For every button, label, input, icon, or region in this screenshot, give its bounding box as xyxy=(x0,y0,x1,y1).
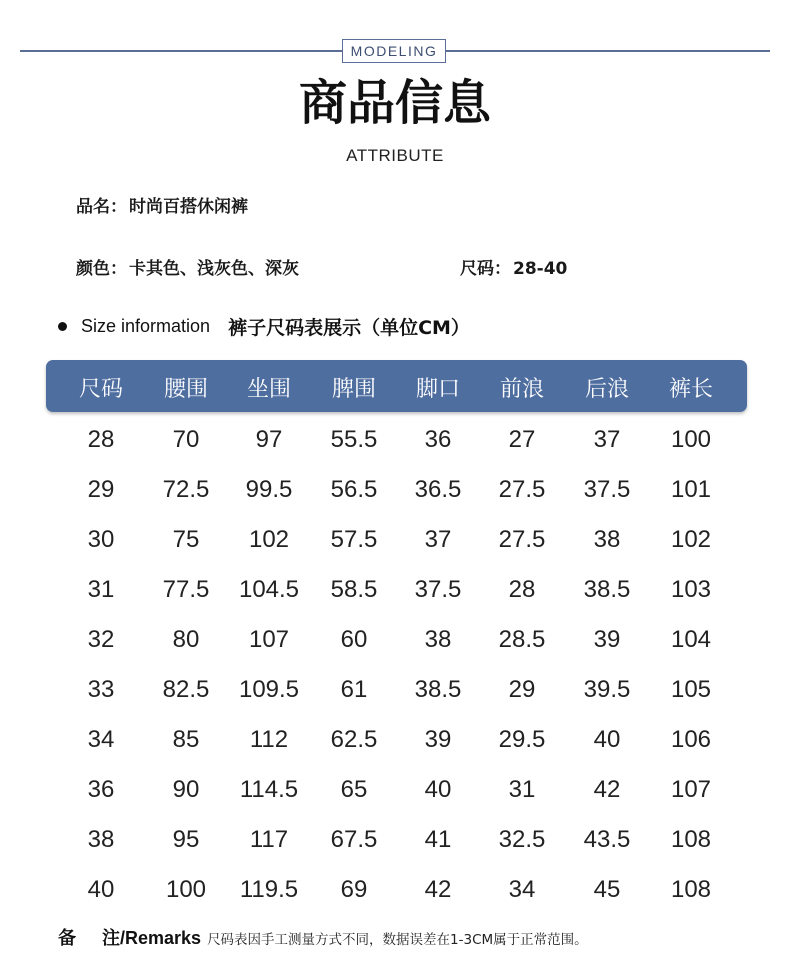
table-cell: 32 xyxy=(87,626,115,653)
table-cell: 37 xyxy=(593,426,621,453)
table-cell: 114.5 xyxy=(239,776,299,803)
size-range-row xyxy=(460,254,567,279)
column-header: 裤长 xyxy=(668,377,713,402)
table-cell: 27 xyxy=(508,426,536,453)
table-cell: 41 xyxy=(424,826,452,853)
table-cell: 27.5 xyxy=(498,526,546,553)
modeling-badge: MODELING xyxy=(342,39,446,63)
table-cell: 30 xyxy=(87,526,115,553)
table-cell: 109.5 xyxy=(238,676,300,703)
table-cell: 106 xyxy=(670,726,712,753)
size-info-cn: 裤子尺码表展示（单位CM） xyxy=(228,316,470,339)
product-name-value: 时尚百搭休闲裤 xyxy=(129,197,248,217)
table-cell: 27.5 xyxy=(498,476,546,503)
column-header: 尺码 xyxy=(78,377,123,402)
remarks xyxy=(58,924,588,950)
color-value: 卡其色、浅灰色、深灰 xyxy=(129,259,299,279)
table-cell: 32.5 xyxy=(498,826,546,853)
table-cell: 28 xyxy=(87,426,115,453)
bullet-icon xyxy=(58,322,67,331)
column-header: 脚口 xyxy=(415,377,460,402)
table-cell: 29 xyxy=(508,676,536,703)
table-cell: 67.5 xyxy=(330,826,378,853)
table-cell: 108 xyxy=(670,826,712,853)
product-name-label: 品名： xyxy=(76,197,127,217)
table-cell: 36 xyxy=(424,426,452,453)
table-cell: 29 xyxy=(87,476,115,503)
table-cell: 57.5 xyxy=(330,526,378,553)
remarks-text: 尺码表因手工测量方式不同，数据误差在1-3CM属于正常范围。 xyxy=(207,932,588,948)
table-cell: 70 xyxy=(172,426,200,453)
size-info-heading xyxy=(58,312,470,340)
table-cell: 37.5 xyxy=(414,576,462,603)
table-cell: 58.5 xyxy=(330,576,378,603)
table-cell: 117 xyxy=(249,826,289,853)
table-cell: 99.5 xyxy=(245,476,293,503)
table-cell: 102 xyxy=(248,526,290,553)
table-row xyxy=(0,414,790,464)
table-cell: 119.5 xyxy=(239,876,299,903)
table-row xyxy=(0,664,790,714)
table-cell: 40 xyxy=(87,876,115,903)
product-name-row xyxy=(76,192,248,217)
table-cell: 69 xyxy=(340,876,368,903)
table-cell: 38 xyxy=(87,826,115,853)
table-cell: 38.5 xyxy=(583,576,631,603)
remarks-label: 备 xyxy=(58,928,76,949)
table-cell: 85 xyxy=(172,726,200,753)
table-cell: 101 xyxy=(670,476,712,503)
table-row xyxy=(0,514,790,564)
table-cell: 100 xyxy=(165,876,207,903)
table-cell: 38 xyxy=(424,626,452,653)
table-row xyxy=(0,764,790,814)
table-cell: 104 xyxy=(670,626,712,653)
color-row xyxy=(76,254,299,279)
top-divider-left xyxy=(20,50,342,52)
table-cell: 90 xyxy=(172,776,200,803)
table-cell: 39 xyxy=(593,626,621,653)
table-cell: 62.5 xyxy=(330,726,378,753)
table-cell: 39 xyxy=(424,726,452,753)
table-cell: 36.5 xyxy=(414,476,462,503)
table-cell: 105 xyxy=(670,676,712,703)
table-cell: 75 xyxy=(172,526,200,553)
table-cell: 40 xyxy=(593,726,621,753)
color-label: 颜色： xyxy=(76,259,127,279)
table-cell: 31 xyxy=(87,576,115,603)
table-row xyxy=(0,864,790,914)
table-cell: 55.5 xyxy=(330,426,378,453)
table-cell: 102 xyxy=(670,526,712,553)
table-cell: 37 xyxy=(424,526,452,553)
table-cell: 38 xyxy=(593,526,621,553)
table-cell: 43.5 xyxy=(583,826,631,853)
table-cell: 45 xyxy=(593,876,621,903)
table-row xyxy=(0,564,790,614)
column-header: 后浪 xyxy=(584,377,629,402)
table-cell: 34 xyxy=(87,726,115,753)
table-cell: 39.5 xyxy=(583,676,631,703)
table-cell: 112 xyxy=(249,726,289,753)
table-cell: 107 xyxy=(670,776,712,803)
size-range-value: 28-40 xyxy=(513,259,568,279)
top-divider-right xyxy=(446,50,770,52)
table-cell: 37.5 xyxy=(583,476,631,503)
table-row xyxy=(0,814,790,864)
table-cell: 36 xyxy=(87,776,115,803)
table-cell: 61 xyxy=(340,676,368,703)
table-cell: 28 xyxy=(508,576,536,603)
table-cell: 34 xyxy=(508,876,536,903)
table-cell: 28.5 xyxy=(498,626,546,653)
table-cell: 65 xyxy=(340,776,368,803)
table-cell: 104.5 xyxy=(238,576,300,603)
table-cell: 72.5 xyxy=(162,476,210,503)
table-cell: 56.5 xyxy=(330,476,378,503)
size-info-en: Size information xyxy=(81,315,211,336)
page-title: 商品信息 xyxy=(298,75,491,131)
table-cell: 82.5 xyxy=(162,676,210,703)
table-cell: 95 xyxy=(172,826,200,853)
table-cell: 77.5 xyxy=(162,576,210,603)
table-cell: 31 xyxy=(508,776,536,803)
table-cell: 107 xyxy=(248,626,290,653)
remarks-label-en: 注/Remarks xyxy=(102,928,202,948)
table-cell: 33 xyxy=(87,676,115,703)
column-header: 腰围 xyxy=(163,377,208,402)
table-cell: 108 xyxy=(670,876,712,903)
size-table-header xyxy=(46,360,747,412)
size-range-label: 尺码： xyxy=(460,259,511,279)
table-cell: 100 xyxy=(670,426,712,453)
table-cell: 42 xyxy=(424,876,452,903)
table-row xyxy=(0,614,790,664)
table-cell: 103 xyxy=(670,576,712,603)
table-cell: 38.5 xyxy=(414,676,462,703)
table-cell: 40 xyxy=(424,776,452,803)
table-row xyxy=(0,464,790,514)
table-cell: 29.5 xyxy=(498,726,546,753)
column-header: 前浪 xyxy=(499,377,544,402)
table-row xyxy=(0,714,790,764)
column-header: 脾围 xyxy=(331,377,376,402)
table-cell: 60 xyxy=(340,626,368,653)
table-cell: 42 xyxy=(593,776,621,803)
column-header: 坐围 xyxy=(246,377,291,402)
table-cell: 97 xyxy=(255,426,283,453)
page-subtitle: ATTRIBUTE xyxy=(346,146,444,165)
table-cell: 80 xyxy=(172,626,200,653)
